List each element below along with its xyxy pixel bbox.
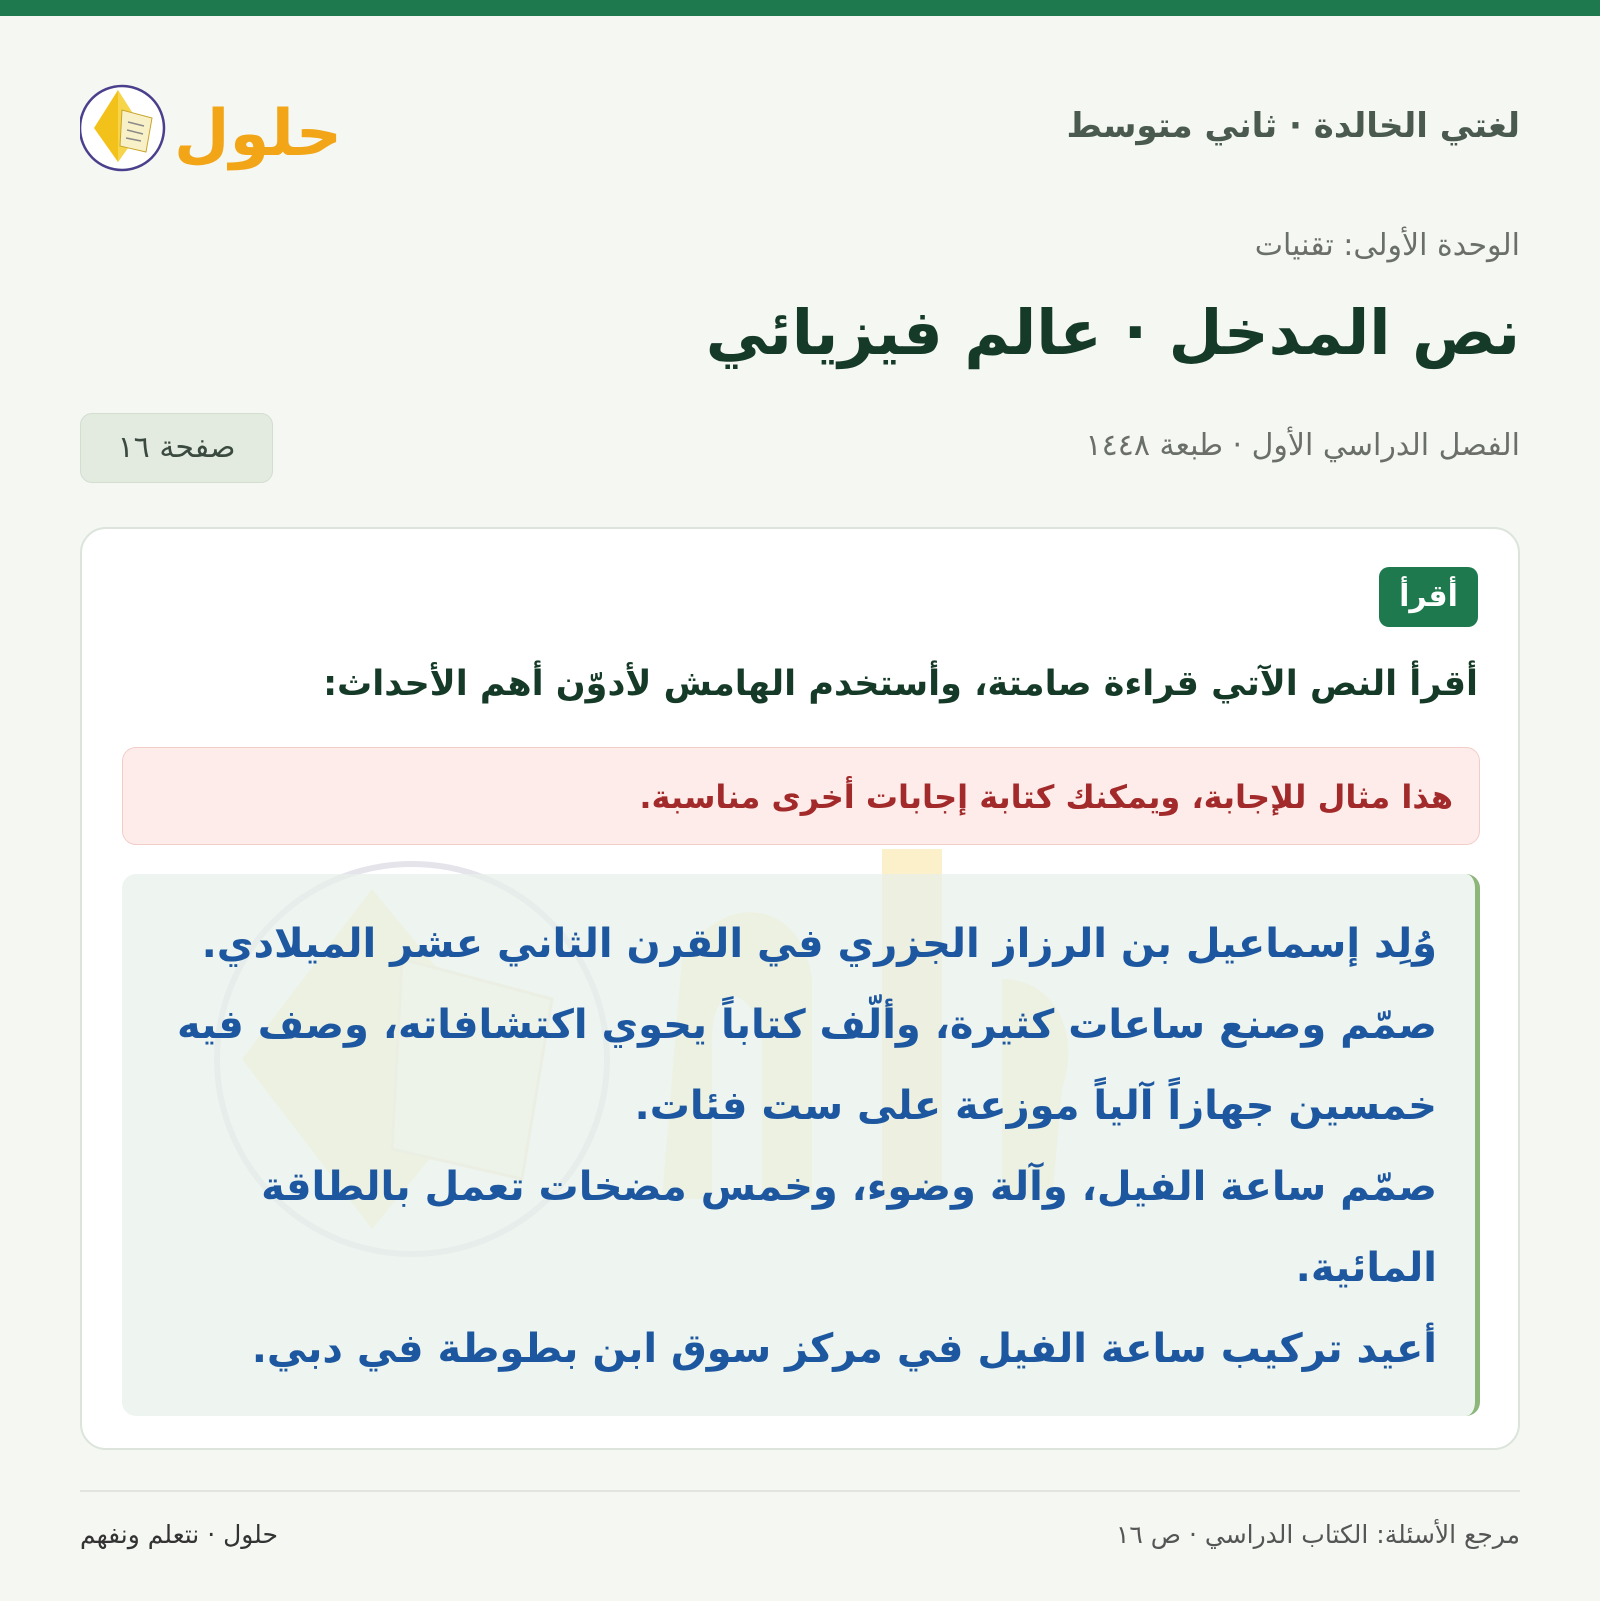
- subject-title: لغتي الخالدة · ثاني متوسط: [1066, 106, 1520, 146]
- footer-brand[interactable]: حلول · نتعلم ونفهم: [80, 1520, 278, 1549]
- read-tag: أقرأ: [1379, 567, 1478, 627]
- page-title: نص المدخل · عالم فيزيائي: [705, 296, 1520, 369]
- answer-line: صمّم وصنع ساعات كثيرة، وألّف كتاباً يحوي اكتشافاته، وصف فيه: [177, 1002, 1437, 1048]
- answer-line: أعيد تركيب ساعة الفيل في مركز سوق ابن بطوطة في دبي.: [251, 1326, 1437, 1372]
- answer-line: صمّم ساعة الفيل، وآلة وضوء، وخمس مضخات تعمل بالطاقة: [261, 1164, 1437, 1210]
- page-number-badge: صفحة ١٦: [80, 413, 273, 483]
- logo-book-icon: [80, 70, 370, 180]
- footer-divider: [80, 1490, 1520, 1492]
- note-text: هذا مثال للإجابة، ويمكنك كتابة إجابات أخرى مناسبة.: [639, 778, 1453, 816]
- unit-label: الوحدة الأولى: تقنيات: [1254, 228, 1520, 263]
- answer-line: خمسين جهازاً آلياً موزعة على ست فئات.: [634, 1083, 1437, 1129]
- answer-box: [122, 874, 1480, 1416]
- brand-logo[interactable]: [80, 70, 370, 180]
- page-header: [80, 70, 1520, 180]
- answer-lines: [177, 904, 1437, 1390]
- semester-label: الفصل الدراسي الأول · طبعة ١٤٤٨: [1085, 428, 1520, 463]
- question-card: [80, 527, 1520, 1450]
- svg-text:حلول: حلول: [174, 97, 342, 171]
- footer-reference: مرجع الأسئلة: الكتاب الدراسي · ص ١٦: [1115, 1520, 1520, 1549]
- top-accent-bar: [0, 0, 1600, 16]
- answer-line: وُلِد إسماعيل بن الرزاز الجزري في القرن الثاني عشر الميلادي.: [201, 921, 1437, 967]
- example-answer-note: [122, 747, 1480, 845]
- answer-line: المائية.: [1295, 1245, 1437, 1291]
- question-instruction: أقرأ النص الآتي قراءة صامتة، وأستخدم الهامش لأدوّن أهم الأحداث:: [323, 664, 1478, 704]
